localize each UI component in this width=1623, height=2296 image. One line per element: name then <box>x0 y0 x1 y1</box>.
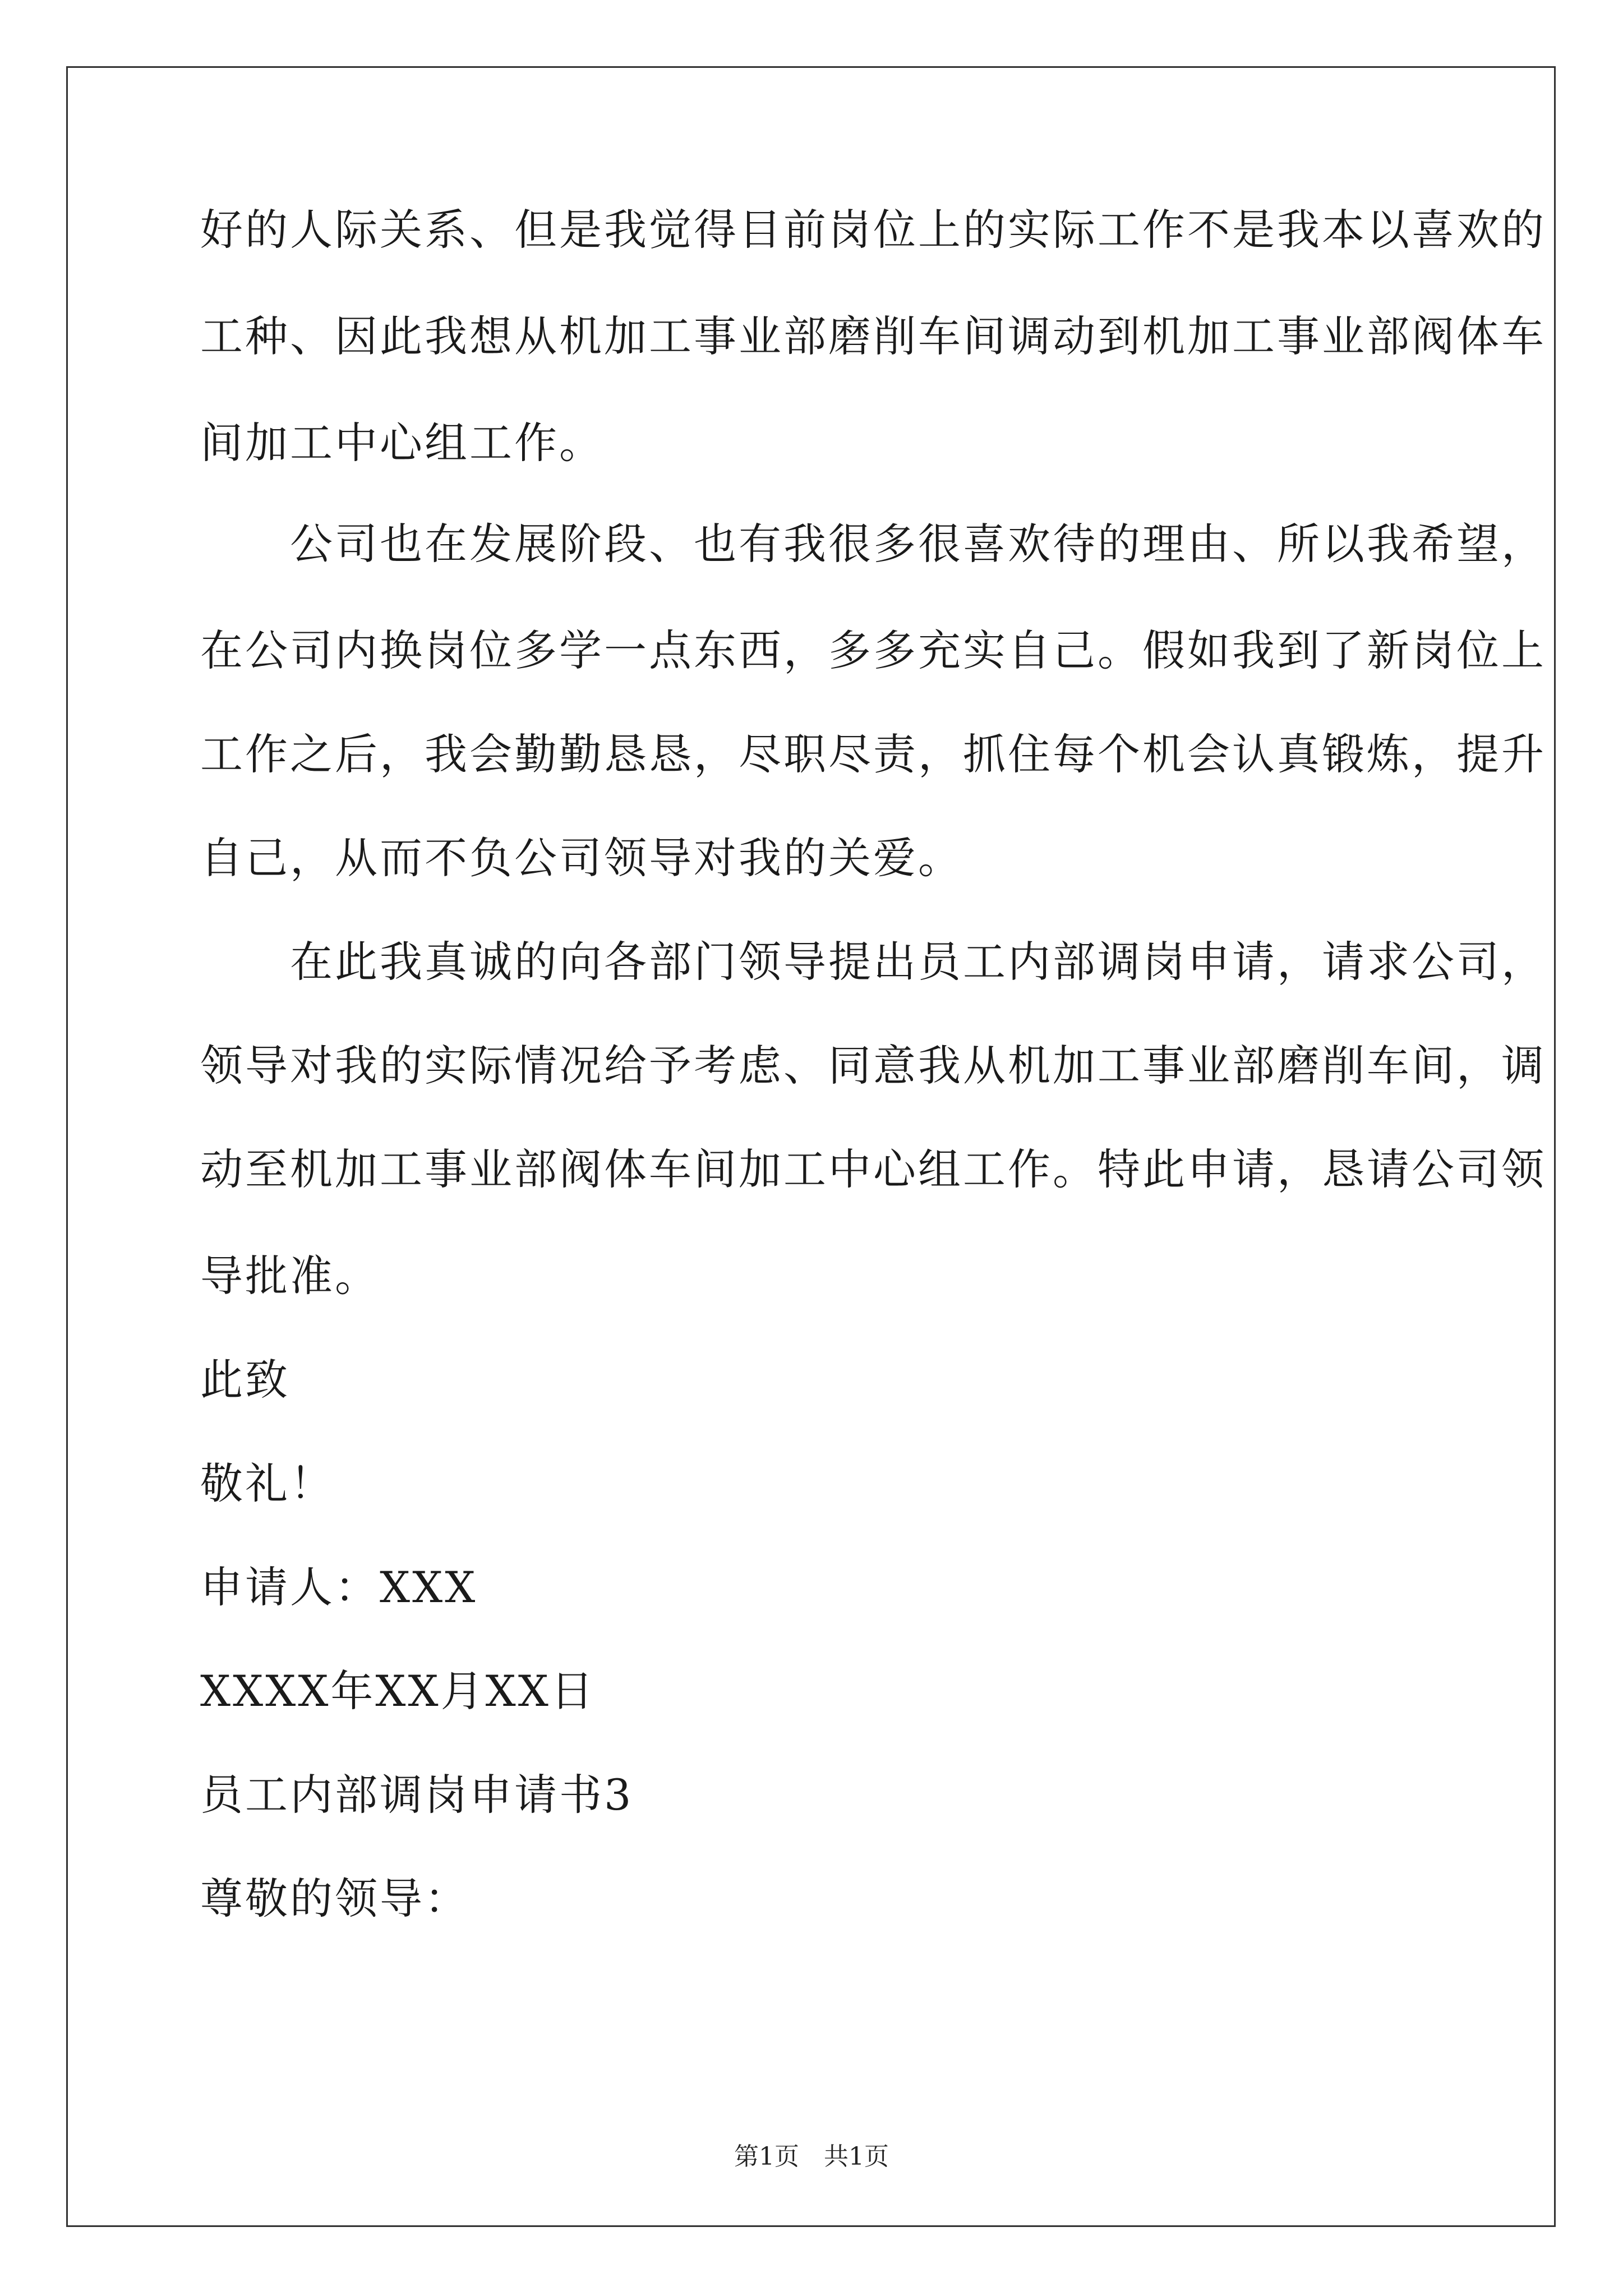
paragraph-line-9: 领导对我的实际情况给予考虑、同意我从机加工事业部磨削车间，调 <box>200 1041 1546 1091</box>
paragraph-line-3: 间加工中心组工作。 <box>200 418 604 468</box>
date-line: XXXX年XX月XX日 <box>200 1666 596 1716</box>
page-number: 第1页 共1页 <box>734 2142 889 2171</box>
closing-jingli: 敬礼！ <box>200 1458 335 1508</box>
paragraph-line-11: 导批准。 <box>200 1251 380 1301</box>
paragraph-line-2: 工种、因此我想从机加工事业部磨削车间调动到机加工事业部阀体车 <box>200 311 1546 361</box>
paragraph-line-7: 自己，从而不负公司领导对我的关爱。 <box>200 833 963 883</box>
section-title: 员工内部调岗申请书3 <box>200 1770 634 1820</box>
paragraph-line-6: 工作之后，我会勤勤恳恳，尽职尽责，抓住每个机会认真锻炼，提升 <box>200 729 1546 779</box>
paragraph-line-4: 公司也在发展阶段、也有我很多很喜欢待的理由、所以我希望， <box>200 519 1546 569</box>
paragraph-line-8: 在此我真诚的向各部门领导提出员工内部调岗申请，请求公司， <box>200 937 1546 987</box>
paragraph-line-5: 在公司内换岗位多学一点东西，多多充实自己。假如我到了新岗位上 <box>200 625 1546 675</box>
paragraph-line-1: 好的人际关系、但是我觉得目前岗位上的实际工作不是我本以喜欢的 <box>200 205 1546 255</box>
applicant-line: 申请人：XXX <box>200 1562 478 1612</box>
closing-cizhi: 此致 <box>200 1355 290 1405</box>
page-footer <box>0 2140 1623 2174</box>
paragraph-line-10: 动至机加工事业部阀体车间加工中心组工作。特此申请，恳请公司领 <box>200 1144 1546 1194</box>
salutation-line: 尊敬的领导： <box>200 1874 469 1924</box>
